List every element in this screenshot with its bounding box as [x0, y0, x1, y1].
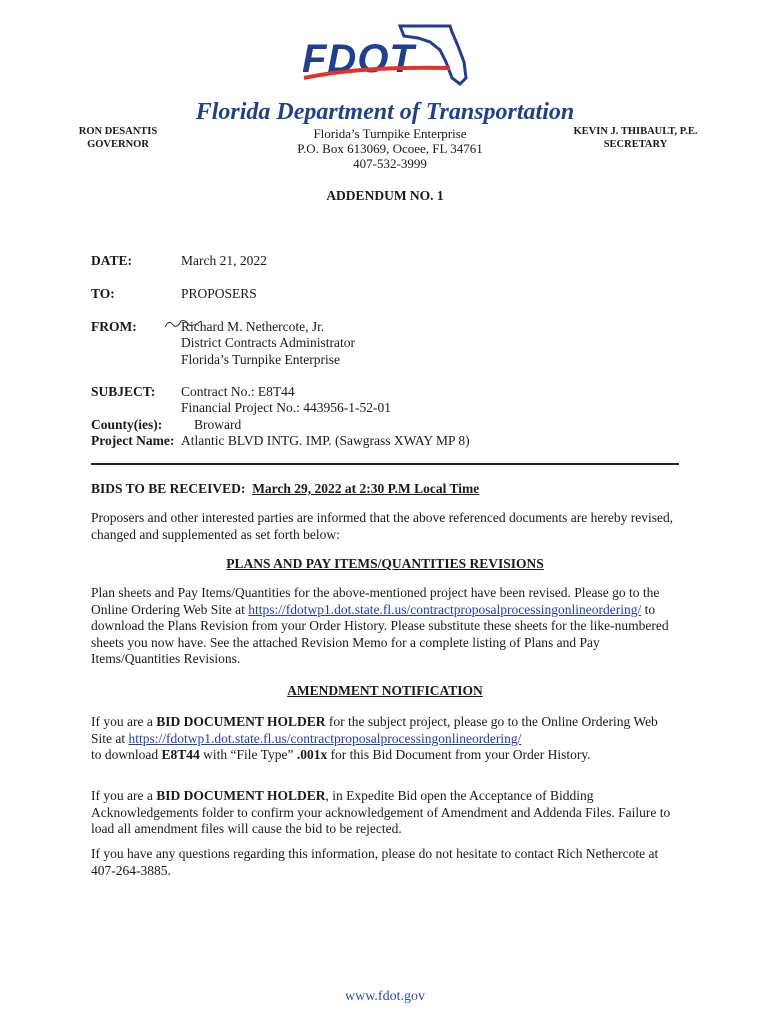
- footer-website[interactable]: www.fdot.gov: [345, 989, 425, 1004]
- county-value: Broward: [194, 417, 242, 432]
- amend-p2-b: , in Expedite Bid open the Acceptance of Bidding Acknowledgements folder to confirm your acknowledgement of Amendment and Addenda Files. Failure to load all amendment files will cause the bid to be rejected.: [91, 788, 671, 836]
- secretary-title: SECRETARY: [603, 139, 668, 150]
- plans-heading: PLANS AND PAY ITEMS/QUANTITIES REVISIONS: [226, 556, 544, 571]
- to-value: PROPOSERS: [181, 286, 257, 301]
- bids-sep: :: [240, 481, 246, 496]
- from-name: Richard M. Nethercote, Jr.: [181, 319, 325, 334]
- amendment-heading: AMENDMENT NOTIFICATION: [287, 683, 483, 698]
- plans-text-1: Plan sheets and Pay Items/Quantities for the above-mentioned project have been revised. Please go to the Online Ordering Web Site at: [91, 585, 660, 617]
- plans-text-2: to download the Plans Revision from your Order History. Please substitute these sheets for the like-numbered sheets you now have. See the attached Revision Memo for a complete listing of Plans and Pay Items/Quantities Revisions.: [91, 601, 669, 666]
- svg-text:FDOT: FDOT: [302, 37, 415, 81]
- amend-p1-e: for this Bid Document from your Order History.: [327, 747, 591, 762]
- divider: [91, 463, 679, 465]
- amendment-paragraph-2: [91, 788, 681, 838]
- date-value: March 21, 2022: [181, 253, 267, 268]
- from-value: [181, 319, 355, 368]
- governor-name: RON DESANTIS: [78, 126, 158, 137]
- office-line-1: Florida’s Turnpike Enterprise: [313, 126, 467, 141]
- addendum-title: ADDENDUM NO. 1: [326, 188, 444, 203]
- plans-paragraph: [91, 585, 681, 668]
- to-label: TO:: [91, 286, 115, 301]
- agency-name: Florida Department of Transportation: [195, 99, 575, 125]
- date-label: DATE:: [91, 253, 133, 268]
- amend-p1-bold: BID DOCUMENT HOLDER: [156, 714, 326, 729]
- amend-p2-a: If you are a: [91, 788, 157, 803]
- subject-value: [181, 384, 391, 417]
- intro-paragraph: Proposers and other interested parties are informed that the above referenced documents are hereby revised, changed and supplemented as set forth below:: [91, 510, 674, 542]
- amend-p1-d: with “File Type”: [199, 747, 297, 762]
- project-name-value: Atlantic BLVD INTG. IMP. (Sawgrass XWAY MP 8): [181, 433, 470, 448]
- fdot-logo: [300, 22, 468, 88]
- from-office: Florida’s Turnpike Enterprise: [181, 351, 340, 367]
- county-label: County(ies):: [91, 417, 163, 432]
- contract-number: Contract No.: E8T44: [181, 384, 295, 399]
- governor-block: [58, 125, 178, 151]
- amend-p1-a: If you are a: [91, 714, 157, 729]
- project-name-label: Project Name:: [91, 433, 175, 448]
- amendment-paragraph-1: [91, 714, 681, 764]
- secretary-name: KEVIN J. THIBAULT, P.E.: [573, 126, 698, 137]
- from-title: District Contracts Administrator: [181, 335, 355, 351]
- amend-p1-b: for the subject project, please go to the Online Ordering Web Site at: [91, 714, 658, 746]
- bids-label: BIDS TO BE RECEIVED: [91, 481, 241, 496]
- contact-paragraph: If you have any questions regarding this information, please do not hesitate to contact Rich Nethercote at 407-264-3885.: [91, 846, 659, 878]
- office-line-2: P.O. Box 613069, Ocoee, FL 34761: [297, 141, 483, 156]
- office-phone: 407-532-3999: [353, 156, 427, 171]
- amend-file-type: .001x: [296, 747, 328, 762]
- financial-project-number: Financial Project No.: 443956-1-52-01: [181, 400, 391, 416]
- plans-ordering-link[interactable]: https://fdotwp1.dot.state.fl.us/contractproposalprocessingonlineordering/: [248, 601, 642, 617]
- amend-p2-bold: BID DOCUMENT HOLDER: [156, 788, 326, 803]
- office-address: [285, 126, 495, 171]
- governor-title: GOVERNOR: [87, 139, 149, 150]
- bids-deadline: March 29, 2022 at 2:30 P.M Local Time: [252, 481, 480, 496]
- amendment-ordering-link[interactable]: https://fdotwp1.dot.state.fl.us/contractproposalprocessingonlineordering/: [128, 730, 522, 746]
- amend-p1-c: to download: [91, 747, 162, 762]
- subject-label: SUBJECT:: [91, 384, 156, 399]
- amend-contract-id: E8T44: [161, 747, 200, 762]
- secretary-block: [548, 125, 723, 151]
- bids-line: [91, 481, 681, 498]
- from-label: FROM:: [91, 319, 137, 334]
